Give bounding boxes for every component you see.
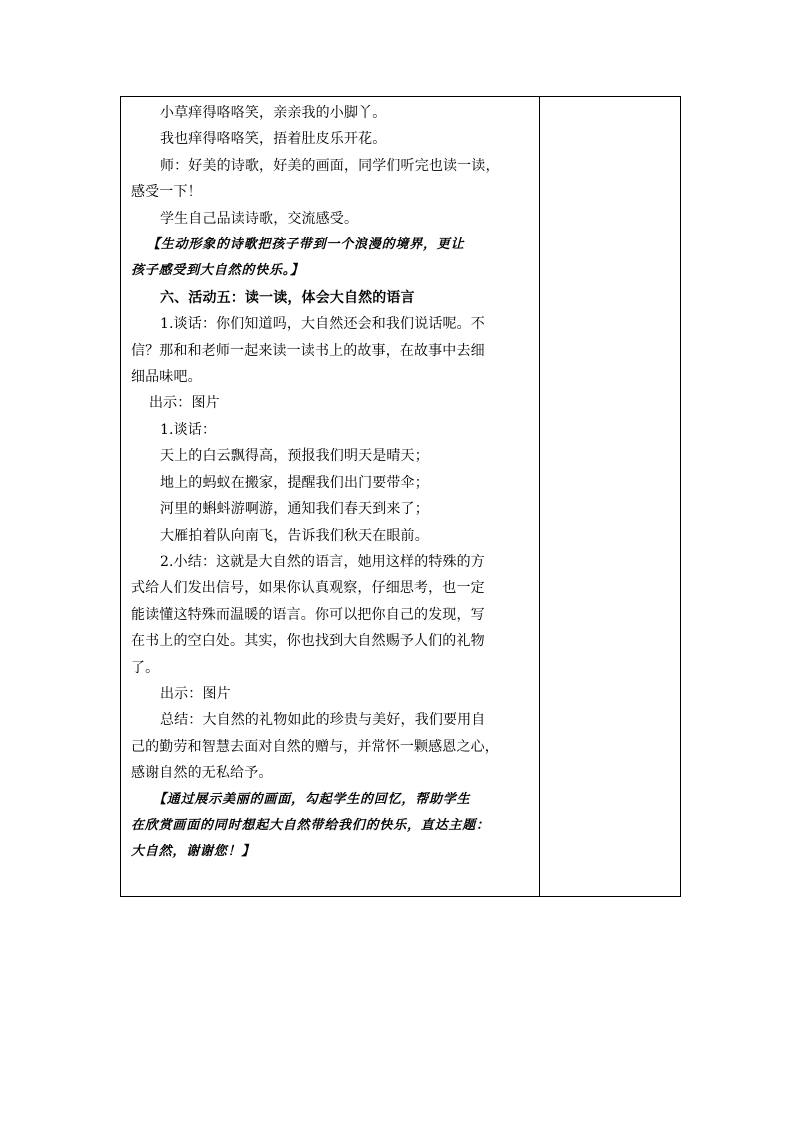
design-note: 【通过展示美丽的画面，勾起学生的回忆，帮助学生: [153, 791, 471, 807]
student-line: 学生自己品读诗歌，交流感受。: [160, 210, 359, 227]
column-divider: [539, 97, 540, 896]
nature-line: 大雁拍着队向南飞，告诉我们秋天在眼前。: [160, 527, 429, 544]
conclusion-line-cont: 己的勤劳和智慧去面对自然的赠与，并常怀一颗感恩之心，: [131, 738, 499, 755]
design-note-cont: 孩子感受到大自然的快乐。】: [131, 263, 304, 279]
lesson-plan-table: [120, 96, 681, 897]
nature-line: 天上的白云飘得高，预报我们明天是晴天；: [160, 448, 429, 465]
teacher-line-cont: 感受一下！: [131, 184, 202, 201]
nature-line: 地上的蚂蚁在搬家，提醒我们出门要带伞；: [160, 474, 429, 491]
summary-line: 2.小结：这就是大自然的语言，她用这样的特殊的方: [160, 553, 485, 570]
show-picture-line: 出示：图片: [160, 685, 231, 702]
nature-line: 河里的蝌蚪游啊游，通知我们春天到来了；: [160, 501, 429, 518]
poem-line: 我也痒得咯咯笑，捂着肚皮乐开花。: [160, 131, 387, 148]
talk-heading: 1.谈话：: [160, 421, 217, 438]
talk-line: 1.谈话：你们知道吗，大自然还会和我们说话呢。不: [160, 316, 485, 333]
summary-line-cont: 能读懂这特殊而温暖的语言。你可以把你自己的发现，写: [131, 606, 485, 623]
lesson-content-cell: [131, 97, 534, 866]
summary-line-cont: 了。: [131, 659, 160, 676]
summary-line-cont: 式给人们发出信号，如果你认真观察，仔细思考，也一定: [131, 580, 485, 597]
poem-line: 小草痒得咯咯笑，亲亲我的小脚丫。: [160, 105, 387, 121]
show-picture-line: 出示：图片: [149, 395, 220, 412]
talk-line-cont: 信？那和和老师一起来读一读书上的故事，在故事中去细: [131, 342, 485, 359]
design-note-cont: 大自然，谢谢您！】: [131, 844, 256, 860]
talk-line-cont: 细品味吧。: [131, 369, 202, 386]
teacher-line: 师：好美的诗歌，好美的画面，同学们听完也读一读，: [160, 157, 500, 174]
design-note-cont: 在欣赏画面的同时想起大自然带给我们的快乐，直达主题：: [131, 817, 490, 833]
section-heading: 六、活动五：读一读，体会大自然的语言: [160, 289, 415, 306]
design-note: 【生动形象的诗歌把孩子带到一个浪漫的境界，更让: [147, 237, 465, 253]
conclusion-line: 总结：大自然的礼物如此的珍贵与美好，我们要用自: [160, 712, 486, 729]
conclusion-line-cont: 感谢自然的无私给予。: [131, 765, 273, 782]
summary-line-cont: 在书上的空白处。其实，你也找到大自然赐予人们的礼物: [131, 633, 485, 650]
